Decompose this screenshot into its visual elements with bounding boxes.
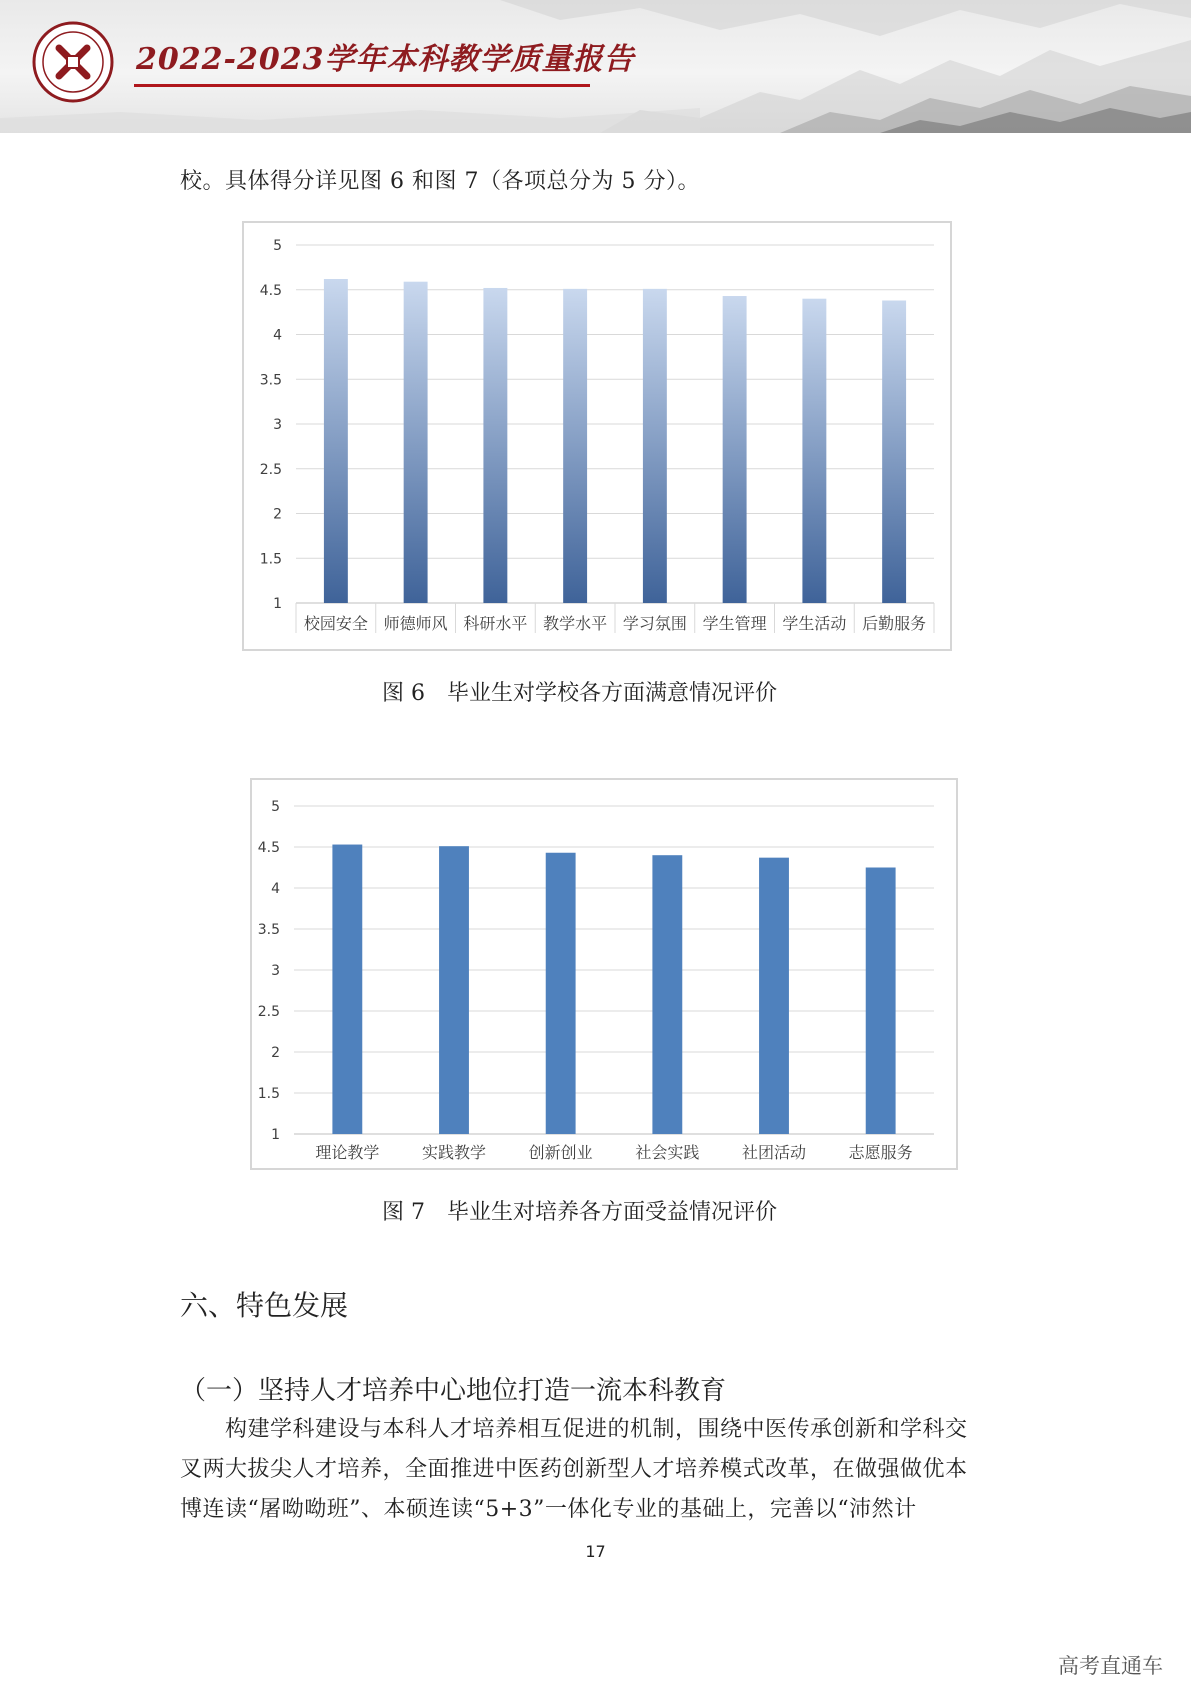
header-banner	[0, 0, 1191, 133]
bar	[652, 855, 682, 1134]
paragraph-line: 博连读“屠呦呦班”、本硕连读“5+3”一体化专业的基础上，完善以“沛然计	[180, 1497, 917, 1522]
y-tick-label: 5	[273, 238, 282, 254]
x-category-label: 校园安全	[303, 614, 368, 633]
y-tick-label: 5	[271, 799, 280, 815]
x-category-label: 学生活动	[782, 614, 847, 633]
x-category-label: 教学水平	[543, 614, 608, 633]
y-tick-label: 2	[271, 1045, 280, 1061]
y-tick-label: 1.5	[257, 1086, 280, 1102]
y-tick-label: 4.5	[257, 840, 280, 856]
x-category-label: 实践教学	[421, 1143, 487, 1162]
y-tick-label: 4	[273, 327, 282, 344]
university-seal-icon	[32, 21, 114, 103]
y-tick-label: 2.5	[257, 1004, 280, 1020]
x-category-label: 社会实践	[635, 1143, 700, 1162]
figure-6-chart	[242, 221, 952, 651]
y-tick-label: 1	[273, 596, 282, 612]
figure-7-chart	[250, 778, 958, 1170]
bar	[332, 845, 362, 1134]
figure-6-caption: 图 6 毕业生对学校各方面满意情况评价	[382, 681, 777, 706]
paragraph-line: 构建学科建设与本科人才培养相互促进的机制，围绕中医传承创新和学科交	[180, 1417, 968, 1442]
bar	[546, 853, 576, 1134]
y-tick-label: 3.5	[259, 372, 282, 389]
intro-text: 校。具体得分详见图 6 和图 7（各项总分为 5 分）。	[180, 169, 700, 194]
x-category-label: 志愿服务	[848, 1143, 913, 1162]
x-category-label: 科研水平	[463, 614, 528, 633]
x-category-label: 后勤服务	[862, 614, 927, 633]
x-category-label: 创新创业	[528, 1143, 593, 1162]
bar	[866, 868, 896, 1135]
x-category-label: 学生管理	[702, 614, 767, 633]
bar	[643, 289, 667, 603]
title-underline	[134, 84, 590, 87]
y-tick-label: 1	[271, 1127, 280, 1143]
section-heading: 六、特色发展	[180, 1289, 349, 1322]
paragraph-line: 叉两大拔尖人才培养，全面推进中医药创新型人才培养模式改革，在做强做优本	[180, 1457, 968, 1482]
x-category-label: 师德师风	[383, 614, 448, 633]
y-tick-label: 2	[273, 506, 282, 523]
x-category-label: 理论教学	[315, 1143, 380, 1162]
report-title: 2022-2023学年本科教学质量报告	[136, 42, 635, 77]
y-tick-label: 3	[271, 963, 280, 979]
figure-7-svg	[252, 780, 956, 1168]
page-number: 17	[585, 1542, 606, 1561]
watermark: 高考直通车	[1058, 1654, 1163, 1678]
y-tick-label: 2.5	[259, 461, 282, 478]
y-tick-label: 3.5	[257, 922, 280, 938]
bar	[563, 289, 587, 603]
bar	[404, 282, 428, 603]
y-tick-label: 1.5	[259, 551, 282, 568]
bar	[439, 846, 469, 1134]
bar	[483, 288, 507, 603]
figure-7-caption: 图 7 毕业生对培养各方面受益情况评价	[382, 1200, 777, 1225]
bar	[723, 296, 747, 603]
bar	[324, 279, 348, 603]
figure-6-svg	[244, 223, 950, 649]
bar	[882, 300, 906, 603]
y-tick-label: 3	[273, 417, 282, 433]
x-category-label: 社团活动	[741, 1143, 807, 1162]
x-category-label: 学习氛围	[622, 614, 687, 633]
section-subheading: （一）坚持人才培养中心地位打造一流本科教育	[180, 1376, 727, 1406]
y-tick-label: 4	[271, 881, 280, 897]
y-tick-label: 4.5	[259, 282, 282, 299]
bar	[802, 299, 826, 603]
bar	[759, 858, 789, 1134]
